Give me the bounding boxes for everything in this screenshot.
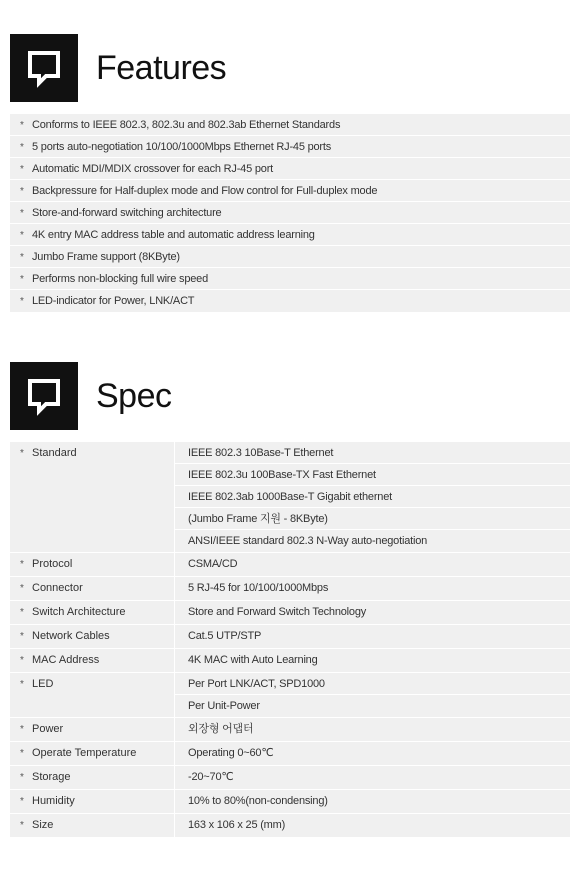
- spec-label: [10, 766, 175, 789]
- spec-label-text: Connector: [32, 582, 83, 594]
- spec-label: [10, 553, 175, 576]
- spec-value: IEEE 802.3ab 1000Base-T Gigabit ethernet: [175, 486, 570, 508]
- speech-bubble-icon: [10, 34, 78, 102]
- bullet-icon: *: [20, 724, 24, 735]
- spec-row: [10, 625, 570, 649]
- speech-bubble-icon: [10, 362, 78, 430]
- bullet-icon: *: [20, 748, 24, 759]
- spec-row: [10, 742, 570, 766]
- feature-item: [10, 114, 570, 136]
- bullet-icon: *: [20, 796, 24, 807]
- spec-row: [10, 553, 570, 577]
- spec-value: Per Unit-Power: [188, 700, 260, 712]
- spec-row: [10, 790, 570, 814]
- feature-text: LED-indicator for Power, LNK/ACT: [32, 295, 195, 307]
- spec-label-text: Standard: [32, 447, 77, 459]
- spec-value: CSMA/CD: [188, 558, 238, 570]
- spec-label-text: Switch Architecture: [32, 606, 126, 618]
- spec-label-text: Power: [32, 723, 64, 735]
- spec-label-text: Operate Temperature: [32, 747, 137, 759]
- bullet-icon: *: [20, 142, 24, 153]
- bullet-icon: *: [20, 230, 24, 241]
- spec-label-text: LED: [32, 678, 54, 690]
- spec-label: [10, 790, 175, 813]
- spec-label: [10, 718, 175, 741]
- spec-values: [175, 673, 570, 717]
- spec-value: IEEE 802.3u 100Base-TX Fast Ethernet: [175, 464, 570, 486]
- spec-value: -20~70℃: [188, 771, 234, 783]
- spec-values: [175, 553, 570, 576]
- bullet-icon: *: [20, 208, 24, 219]
- spec-value: 10% to 80%(non-condensing): [188, 795, 328, 807]
- bullet-icon: *: [20, 607, 24, 618]
- spec-values: [175, 790, 570, 813]
- feature-text: 5 ports auto-negotiation 10/100/1000Mbps Ethernet RJ-45 ports: [32, 141, 332, 153]
- bullet-icon: *: [20, 679, 24, 690]
- spec-row: [10, 718, 570, 742]
- feature-item: [10, 180, 570, 202]
- spec-values: [175, 601, 570, 624]
- bullet-icon: *: [20, 583, 24, 594]
- spec-values: [175, 766, 570, 789]
- spec-label: [10, 814, 175, 837]
- spec-row: [10, 673, 570, 718]
- spec-table: [10, 442, 570, 837]
- spec-label-text: Network Cables: [32, 630, 110, 642]
- spec-label: [10, 673, 175, 717]
- spec-value: 5 RJ-45 for 10/100/1000Mbps: [188, 582, 329, 594]
- spec-value: 외장형 어댑터: [188, 723, 254, 735]
- features-header: [10, 34, 226, 102]
- bullet-icon: *: [20, 296, 24, 307]
- spec-values: [175, 442, 570, 552]
- spec-label: [10, 577, 175, 600]
- feature-item: [10, 290, 570, 312]
- feature-text: Automatic MDI/MDIX crossover for each RJ-45 port: [32, 163, 274, 175]
- spec-values: [175, 718, 570, 741]
- spec-value: Store and Forward Switch Technology: [188, 606, 367, 618]
- feature-item: [10, 202, 570, 224]
- spec-row: [10, 577, 570, 601]
- features-list: [10, 114, 570, 312]
- bullet-icon: *: [20, 274, 24, 285]
- spec-label: [10, 625, 175, 648]
- bullet-icon: *: [20, 631, 24, 642]
- spec-row: [10, 766, 570, 790]
- spec-label-text: Protocol: [32, 558, 73, 570]
- spec-row: [10, 442, 570, 553]
- spec-value: Per Port LNK/ACT, SPD1000: [175, 673, 570, 695]
- bullet-icon: *: [20, 772, 24, 783]
- bullet-icon: *: [20, 448, 24, 459]
- spec-value: IEEE 802.3 10Base-T Ethernet: [175, 442, 570, 464]
- feature-text: Backpressure for Half-duplex mode and Flow control for Full-duplex mode: [32, 185, 378, 197]
- features-title: Features: [96, 48, 227, 87]
- feature-text: Store-and-forward switching architecture: [32, 207, 222, 219]
- spec-label: [10, 442, 175, 552]
- bullet-icon: *: [20, 559, 24, 570]
- spec-value: Cat.5 UTP/STP: [188, 630, 262, 642]
- spec-values: [175, 649, 570, 672]
- feature-item: [10, 158, 570, 180]
- bullet-icon: *: [20, 252, 24, 263]
- bullet-icon: *: [20, 164, 24, 175]
- spec-label: [10, 742, 175, 765]
- spec-row: [10, 814, 570, 837]
- feature-item: [10, 246, 570, 268]
- spec-value: (Jumbo Frame 지원 - 8KByte): [175, 508, 570, 530]
- spec-values: [175, 625, 570, 648]
- spec-label-text: Storage: [32, 771, 71, 783]
- spec-value: 163 x 106 x 25 (mm): [188, 819, 286, 831]
- feature-text: 4K entry MAC address table and automatic address learning: [32, 229, 315, 241]
- spec-values: [175, 577, 570, 600]
- bullet-icon: *: [20, 186, 24, 197]
- spec-value: ANSI/IEEE standard 802.3 N-Way auto-negotiation: [188, 535, 428, 547]
- spec-label-text: Humidity: [32, 795, 75, 807]
- bullet-icon: *: [20, 820, 24, 831]
- feature-item: [10, 268, 570, 290]
- feature-text: Conforms to IEEE 802.3, 802.3u and 802.3ab Ethernet Standards: [32, 119, 341, 131]
- spec-value: 4K MAC with Auto Learning: [188, 654, 318, 666]
- spec-label: [10, 649, 175, 672]
- bullet-icon: *: [20, 120, 24, 131]
- feature-text: Jumbo Frame support (8KByte): [32, 251, 180, 263]
- spec-value: Operating 0~60℃: [188, 747, 274, 759]
- bullet-icon: *: [20, 655, 24, 666]
- spec-title: Spec: [96, 376, 172, 415]
- spec-row: [10, 601, 570, 625]
- spec-label-text: MAC Address: [32, 654, 100, 666]
- feature-text: Performs non-blocking full wire speed: [32, 273, 209, 285]
- spec-label: [10, 601, 175, 624]
- spec-label-text: Size: [32, 819, 54, 831]
- spec-values: [175, 814, 570, 837]
- spec-header: [10, 362, 172, 430]
- feature-item: [10, 136, 570, 158]
- spec-row: [10, 649, 570, 673]
- spec-values: [175, 742, 570, 765]
- feature-item: [10, 224, 570, 246]
